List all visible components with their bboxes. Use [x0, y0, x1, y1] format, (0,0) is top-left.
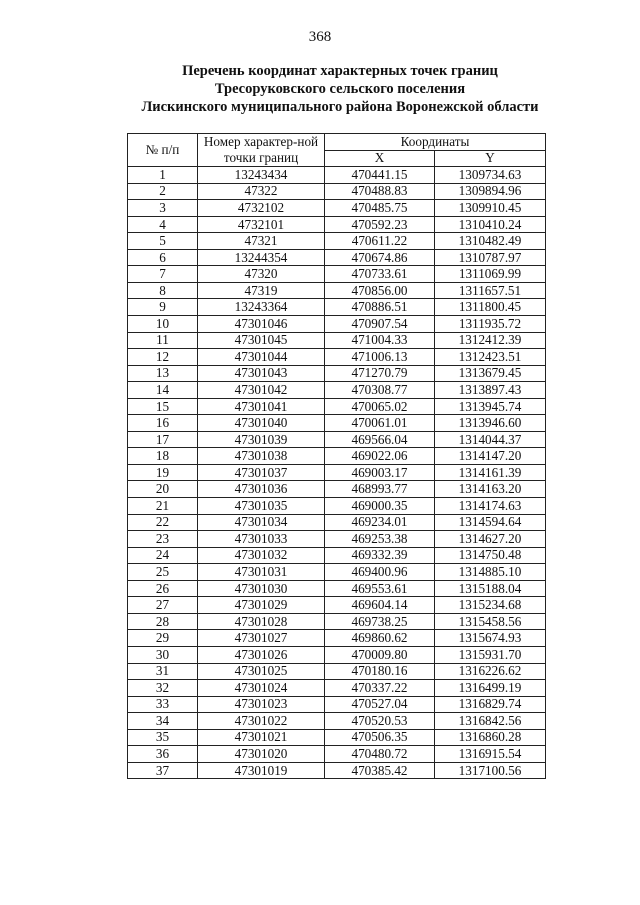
cell-point-number: 47321 [198, 233, 325, 250]
cell-y: 1311069.99 [435, 266, 546, 283]
cell-y: 1311800.45 [435, 299, 546, 316]
cell-number: 20 [128, 481, 198, 498]
table-row [128, 680, 546, 697]
table-row [128, 415, 546, 432]
cell-point-number: 47301036 [198, 481, 325, 498]
table-row [128, 382, 546, 399]
table-row [128, 531, 546, 548]
cell-x: 470674.86 [325, 249, 435, 266]
cell-point-number: 47301037 [198, 464, 325, 481]
cell-x: 470485.75 [325, 200, 435, 217]
cell-number: 12 [128, 349, 198, 366]
cell-point-number: 47301038 [198, 448, 325, 465]
cell-y: 1314627.20 [435, 531, 546, 548]
table-row [128, 464, 546, 481]
cell-number: 23 [128, 531, 198, 548]
cell-x: 470886.51 [325, 299, 435, 316]
table-row [128, 597, 546, 614]
table-row [128, 663, 546, 680]
cell-y: 1314147.20 [435, 448, 546, 465]
cell-point-number: 47301024 [198, 680, 325, 697]
cell-y: 1315931.70 [435, 646, 546, 663]
cell-point-number: 47301032 [198, 547, 325, 564]
cell-number: 18 [128, 448, 198, 465]
header-coordinates: Координаты [325, 134, 546, 151]
cell-y: 1315234.68 [435, 597, 546, 614]
cell-point-number: 47301043 [198, 365, 325, 382]
cell-x: 470385.42 [325, 762, 435, 779]
cell-number: 34 [128, 713, 198, 730]
table-row [128, 564, 546, 581]
cell-x: 469553.61 [325, 580, 435, 597]
cell-number: 7 [128, 266, 198, 283]
cell-y: 1314174.63 [435, 498, 546, 515]
cell-point-number: 47301039 [198, 431, 325, 448]
cell-point-number: 47301029 [198, 597, 325, 614]
table-row [128, 299, 546, 316]
cell-x: 469566.04 [325, 431, 435, 448]
cell-x: 469003.17 [325, 464, 435, 481]
table-row [128, 200, 546, 217]
table-row [128, 398, 546, 415]
cell-number: 22 [128, 514, 198, 531]
cell-y: 1316860.28 [435, 729, 546, 746]
cell-number: 17 [128, 431, 198, 448]
table-row [128, 498, 546, 515]
cell-point-number: 47301021 [198, 729, 325, 746]
title-line-1: Перечень координат характерных точек границ [182, 63, 498, 79]
cell-x: 470337.22 [325, 680, 435, 697]
cell-y: 1316226.62 [435, 663, 546, 680]
cell-number: 8 [128, 282, 198, 299]
cell-y: 1312412.39 [435, 332, 546, 349]
cell-y: 1316829.74 [435, 696, 546, 713]
cell-number: 30 [128, 646, 198, 663]
cell-x: 470441.15 [325, 167, 435, 184]
cell-point-number: 13244354 [198, 249, 325, 266]
cell-point-number: 47301044 [198, 349, 325, 366]
cell-y: 1311657.51 [435, 282, 546, 299]
cell-number: 21 [128, 498, 198, 515]
table-row [128, 514, 546, 531]
cell-number: 15 [128, 398, 198, 415]
cell-y: 1314163.20 [435, 481, 546, 498]
cell-point-number: 47301041 [198, 398, 325, 415]
table-row [128, 762, 546, 779]
cell-point-number: 47322 [198, 183, 325, 200]
table-row [128, 349, 546, 366]
cell-point-number: 47319 [198, 282, 325, 299]
cell-y: 1312423.51 [435, 349, 546, 366]
table-row [128, 233, 546, 250]
table-row [128, 431, 546, 448]
table-row [128, 547, 546, 564]
cell-y: 1315458.56 [435, 613, 546, 630]
cell-number: 37 [128, 762, 198, 779]
cell-y: 1314044.37 [435, 431, 546, 448]
cell-number: 25 [128, 564, 198, 581]
cell-x: 470611.22 [325, 233, 435, 250]
table-body [128, 167, 546, 779]
cell-number: 32 [128, 680, 198, 697]
cell-x: 470907.54 [325, 316, 435, 333]
cell-x: 470520.53 [325, 713, 435, 730]
page-number: 368 [308, 29, 332, 45]
cell-x: 470061.01 [325, 415, 435, 432]
cell-point-number: 47301025 [198, 663, 325, 680]
cell-number: 29 [128, 630, 198, 647]
table-row [128, 646, 546, 663]
table-row [128, 746, 546, 763]
cell-number: 14 [128, 382, 198, 399]
cell-x: 469860.62 [325, 630, 435, 647]
cell-number: 9 [128, 299, 198, 316]
cell-number: 13 [128, 365, 198, 382]
cell-point-number: 47301040 [198, 415, 325, 432]
cell-y: 1315674.93 [435, 630, 546, 647]
cell-number: 3 [128, 200, 198, 217]
cell-number: 26 [128, 580, 198, 597]
cell-x: 469332.39 [325, 547, 435, 564]
cell-y: 1309910.45 [435, 200, 546, 217]
cell-point-number: 47301028 [198, 613, 325, 630]
cell-x: 470308.77 [325, 382, 435, 399]
cell-x: 470009.80 [325, 646, 435, 663]
cell-number: 6 [128, 249, 198, 266]
cell-y: 1313945.74 [435, 398, 546, 415]
cell-y: 1313897.43 [435, 382, 546, 399]
cell-point-number: 47301035 [198, 498, 325, 515]
cell-x: 470488.83 [325, 183, 435, 200]
cell-x: 471004.33 [325, 332, 435, 349]
header-point-number: Номер характер-ной точки границ [198, 134, 325, 167]
title-line-2: Тресоруковского сельского поселения [214, 81, 466, 97]
cell-y: 1316842.56 [435, 713, 546, 730]
cell-x: 469738.25 [325, 613, 435, 630]
cell-number: 10 [128, 316, 198, 333]
table-row [128, 713, 546, 730]
table-row [128, 316, 546, 333]
cell-y: 1314594.64 [435, 514, 546, 531]
cell-y: 1310787.97 [435, 249, 546, 266]
cell-number: 16 [128, 415, 198, 432]
cell-y: 1315188.04 [435, 580, 546, 597]
table-row [128, 167, 546, 184]
cell-point-number: 4732101 [198, 216, 325, 233]
cell-number: 33 [128, 696, 198, 713]
cell-point-number: 47301026 [198, 646, 325, 663]
title-line-3: Лискинского муниципального района Воронежской области [141, 99, 539, 115]
cell-point-number: 47301034 [198, 514, 325, 531]
header-y: Y [435, 150, 546, 167]
cell-point-number: 47301045 [198, 332, 325, 349]
table-row [128, 266, 546, 283]
cell-point-number: 47301020 [198, 746, 325, 763]
cell-x: 469022.06 [325, 448, 435, 465]
cell-y: 1314885.10 [435, 564, 546, 581]
cell-y: 1311935.72 [435, 316, 546, 333]
cell-point-number: 13243434 [198, 167, 325, 184]
table-row [128, 696, 546, 713]
header-x: X [325, 150, 435, 167]
cell-number: 1 [128, 167, 198, 184]
cell-point-number: 13243364 [198, 299, 325, 316]
cell-point-number: 47301027 [198, 630, 325, 647]
table-row [128, 580, 546, 597]
cell-point-number: 47301031 [198, 564, 325, 581]
table-row [128, 448, 546, 465]
cell-point-number: 47301023 [198, 696, 325, 713]
cell-number: 31 [128, 663, 198, 680]
table-row [128, 183, 546, 200]
table-row [128, 729, 546, 746]
coordinates-table [127, 133, 546, 779]
cell-x: 471270.79 [325, 365, 435, 382]
table-row [128, 630, 546, 647]
cell-number: 5 [128, 233, 198, 250]
cell-number: 11 [128, 332, 198, 349]
cell-number: 28 [128, 613, 198, 630]
cell-x: 469400.96 [325, 564, 435, 581]
cell-y: 1310482.49 [435, 233, 546, 250]
cell-y: 1313679.45 [435, 365, 546, 382]
cell-x: 470065.02 [325, 398, 435, 415]
table-row [128, 365, 546, 382]
cell-x: 469604.14 [325, 597, 435, 614]
cell-point-number: 47301030 [198, 580, 325, 597]
cell-point-number: 4732102 [198, 200, 325, 217]
cell-x: 469234.01 [325, 514, 435, 531]
cell-point-number: 47320 [198, 266, 325, 283]
cell-y: 1309894.96 [435, 183, 546, 200]
cell-y: 1317100.56 [435, 762, 546, 779]
table-row [128, 249, 546, 266]
cell-number: 27 [128, 597, 198, 614]
table-row [128, 216, 546, 233]
cell-y: 1314750.48 [435, 547, 546, 564]
cell-point-number: 47301022 [198, 713, 325, 730]
cell-x: 469253.38 [325, 531, 435, 548]
cell-y: 1314161.39 [435, 464, 546, 481]
cell-point-number: 47301033 [198, 531, 325, 548]
cell-y: 1309734.63 [435, 167, 546, 184]
cell-x: 469000.35 [325, 498, 435, 515]
cell-x: 470856.00 [325, 282, 435, 299]
cell-x: 470180.16 [325, 663, 435, 680]
cell-x: 470527.04 [325, 696, 435, 713]
cell-number: 2 [128, 183, 198, 200]
document-title [60, 62, 620, 116]
cell-x: 470592.23 [325, 216, 435, 233]
cell-y: 1313946.60 [435, 415, 546, 432]
cell-y: 1310410.24 [435, 216, 546, 233]
cell-x: 468993.77 [325, 481, 435, 498]
cell-number: 24 [128, 547, 198, 564]
table-row [128, 613, 546, 630]
cell-y: 1316915.54 [435, 746, 546, 763]
cell-x: 470480.72 [325, 746, 435, 763]
cell-number: 35 [128, 729, 198, 746]
cell-x: 470506.35 [325, 729, 435, 746]
cell-x: 470733.61 [325, 266, 435, 283]
cell-point-number: 47301042 [198, 382, 325, 399]
cell-y: 1316499.19 [435, 680, 546, 697]
header-number: № п/п [128, 134, 198, 167]
cell-number: 4 [128, 216, 198, 233]
table-row [128, 481, 546, 498]
cell-number: 36 [128, 746, 198, 763]
table-row [128, 332, 546, 349]
cell-number: 19 [128, 464, 198, 481]
cell-point-number: 47301046 [198, 316, 325, 333]
cell-point-number: 47301019 [198, 762, 325, 779]
table-row [128, 282, 546, 299]
cell-x: 471006.13 [325, 349, 435, 366]
